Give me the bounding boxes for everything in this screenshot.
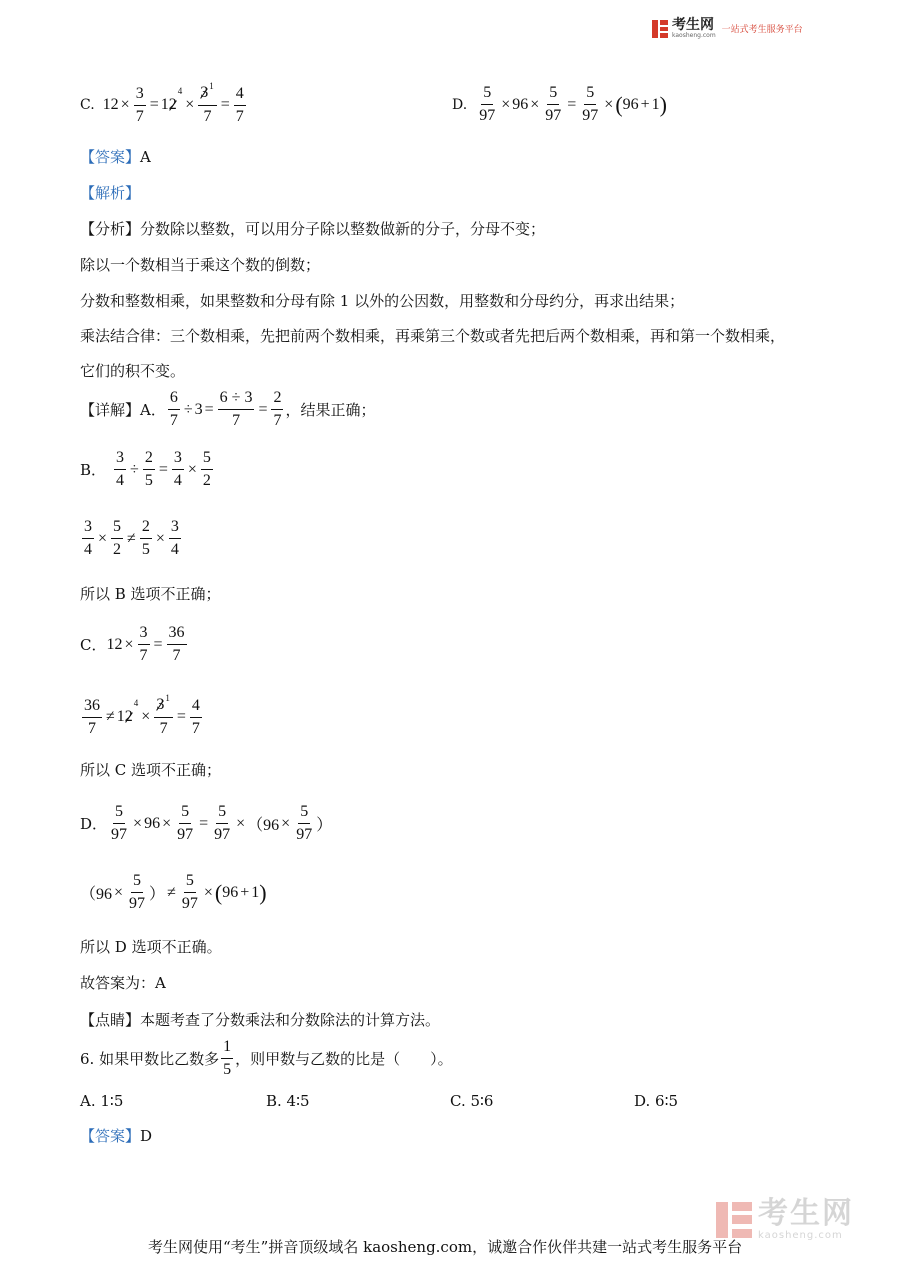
q6-option-b: B. 4∶5 xyxy=(266,1092,310,1110)
watermark-text: 考生网 xyxy=(758,1196,854,1231)
detail-b-conclusion: 所以 B 选项不正确； xyxy=(80,585,221,603)
header-logo xyxy=(652,18,803,39)
analysis-p4: 乘法结合律：三个数相乘，先把前两个数相乘，再乘第三个数或者先把后两个数相乘，再和第一个数相乘， xyxy=(80,327,786,345)
watermark-mark-icon xyxy=(716,1202,752,1238)
option-c-label: C. xyxy=(80,97,95,113)
comment-line xyxy=(80,1010,440,1030)
answer6-line xyxy=(80,1126,152,1146)
logo-slogan: 一站式考生服务平台 xyxy=(721,25,803,35)
q6-option-a: A. 1∶5 xyxy=(80,1092,124,1110)
analysis-p1-text: 分数除以整数，可以用分子除以整数做新的分子，分母不变； xyxy=(140,220,546,238)
fraction: $\frac{5}{97}$ xyxy=(129,872,146,912)
logo-text: 考生网 xyxy=(672,17,714,33)
analysis-p3: 分数和整数相乘，如果整数和分母有除 1 以外的公因数，用整数和分母约分，再求出结果； xyxy=(80,292,685,310)
answer6-tag: 【答案】 xyxy=(80,1127,141,1145)
analysis-p5: 它们的积不变。 xyxy=(80,362,186,380)
detail-a: 【详解】 A． $\frac{6}{7}$ ÷ 3 = $\frac{6 \div 3}{7}$ = $\frac{2}{7}$ ，结果正确； xyxy=(80,389,376,429)
analysis-tag: 【解析】 xyxy=(80,184,141,202)
option-c: C. 12 × $\frac{3}{7}$ = 1 2 4 × $\frac{3^1}{7}$ = $\frac{4}{7}$ xyxy=(80,81,244,125)
fraction: $\frac{3}{4}$ xyxy=(84,518,92,558)
detail-d-line1: D． $\frac{5}{97}$ × 96 × $\frac{5}{97}$ = $\frac{5}{97}$ × （96 × $\frac{5}{97}$ ） xyxy=(80,803,333,843)
fraction: $\frac{6}{7}$ xyxy=(169,389,178,429)
detail-a-suffix: ，结果正确； xyxy=(285,401,376,419)
detail-a-label: A． xyxy=(140,401,166,419)
q6-frac-num: 1 xyxy=(221,1038,233,1059)
detail-b-line2: $\frac{3}{4}$ × $\frac{5}{2}$ ≠ $\frac{2}{5}$ × $\frac{3}{4}$ xyxy=(84,518,179,558)
q6-option-d: D. 6∶5 xyxy=(634,1092,679,1110)
detail-c-line1: C． 12 × $\frac{3}{7}$ = $\frac{36}{7}$ xyxy=(80,624,185,664)
fraction: $\frac{2}{5}$ xyxy=(144,449,153,489)
fraction: $\frac{4}{7}$ xyxy=(191,696,200,737)
footer-text: 考生网使用“考生”拼音顶级域名 kaosheng.com，诚邀合作伙伴共建一站式考生服务平台 xyxy=(148,1238,743,1256)
fraction: $\frac{5}{97}$ xyxy=(296,803,313,843)
fraction: $\frac{5}{97}$ xyxy=(111,803,128,843)
fraction: $\frac{2}{7}$ xyxy=(273,389,282,429)
fraction: $\frac{5}{2}$ xyxy=(202,449,211,489)
detail-c-line2: $\frac{36}{7}$ ≠ 1 2 4 × $\frac{3^1}{7}$ = $\frac{4}{7}$ xyxy=(84,693,200,737)
analysis-p1 xyxy=(80,219,545,239)
fraction: $\frac{2}{5}$ xyxy=(141,518,150,558)
detail-d-conclusion: 所以 D 选项不正确。 xyxy=(80,938,222,956)
analysis-p1-tag: 【分析】 xyxy=(80,220,141,238)
fraction: $\frac{36}{7}$ xyxy=(84,696,100,737)
fraction: $\frac{5}{97}$ xyxy=(582,84,599,124)
logo-domain: kaosheng.com xyxy=(672,32,716,39)
detail-b-line1: B． $\frac{3}{4}$ ÷ $\frac{2}{5}$ = $\frac{3}{4}$ × $\frac{5}{2}$ xyxy=(80,449,211,489)
logo-mark-icon xyxy=(652,20,668,38)
q6-frac-den: 5 xyxy=(223,1061,232,1078)
fraction: $\frac{3}{4}$ xyxy=(116,449,125,489)
watermark-logo xyxy=(716,1198,854,1241)
fraction: $\frac{5}{97}$ xyxy=(177,803,194,843)
detail-b-label: B． xyxy=(80,461,107,479)
fraction: $\frac{5}{97}$ xyxy=(181,872,198,912)
analysis-p2: 除以一个数相当于乘这个数的倒数； xyxy=(80,256,321,274)
fraction: $\frac{5}{97}$ xyxy=(479,84,496,124)
option-d: D. $\frac{5}{97}$ × 96 × $\frac{5}{97}$ = $\frac{5}{97}$ × ( 96 + 1 ) xyxy=(452,84,667,124)
fraction: $\frac{6 \div 3}{7}$ xyxy=(219,389,253,429)
fraction: $\frac{4}{7}$ xyxy=(235,84,244,125)
answer-value: A xyxy=(140,148,151,166)
fraction: $\frac{5}{2}$ xyxy=(113,518,122,558)
answer6-value: D xyxy=(140,1127,153,1145)
fraction: $\frac{3^1}{7}$ xyxy=(154,696,173,738)
q6-option-c: C. 5∶6 xyxy=(450,1092,494,1110)
fraction: $\frac{5}{97}$ xyxy=(545,84,562,124)
fraction: $\frac{3}{4}$ xyxy=(173,449,182,489)
answer-tag: 【答案】 xyxy=(80,148,141,166)
question-6-suffix: ，则甲数与乙数的比是（ ）。 xyxy=(235,1050,453,1068)
detail-c-label: C． xyxy=(80,636,107,654)
fraction: $\frac{3}{7}$ xyxy=(135,84,144,125)
detail-tag: 【详解】 xyxy=(80,401,141,419)
fraction: $\frac{5}{97}$ xyxy=(214,803,231,843)
fraction: $\frac{3}{4}$ xyxy=(170,518,179,558)
detail-c-conclusion: 所以 C 选项不正确； xyxy=(80,761,222,779)
question-6 xyxy=(80,1038,453,1079)
watermark-domain: kaosheng.com xyxy=(758,1230,843,1241)
final-answer: 故答案为：A xyxy=(80,974,166,992)
fraction: $\frac{3^1}{7}$ xyxy=(198,84,217,126)
fraction: $\frac{36}{7}$ xyxy=(168,624,185,664)
comment-tag: 【点睛】 xyxy=(80,1011,141,1029)
detail-d-label: D． xyxy=(80,815,108,833)
detail-d-line2: （96 × $\frac{5}{97}$ ） ≠ $\frac{5}{97}$ × ( 96 + 1 ) xyxy=(80,872,267,912)
option-d-label: D. xyxy=(452,96,468,113)
question-6-prefix: 6. 如果甲数比乙数多 xyxy=(80,1050,220,1068)
fraction: $\frac{3}{7}$ xyxy=(139,624,148,664)
comment-text: 本题考查了分数乘法和分数除法的计算方法。 xyxy=(140,1011,441,1029)
answer-line xyxy=(80,147,151,167)
fraction xyxy=(221,1038,233,1079)
